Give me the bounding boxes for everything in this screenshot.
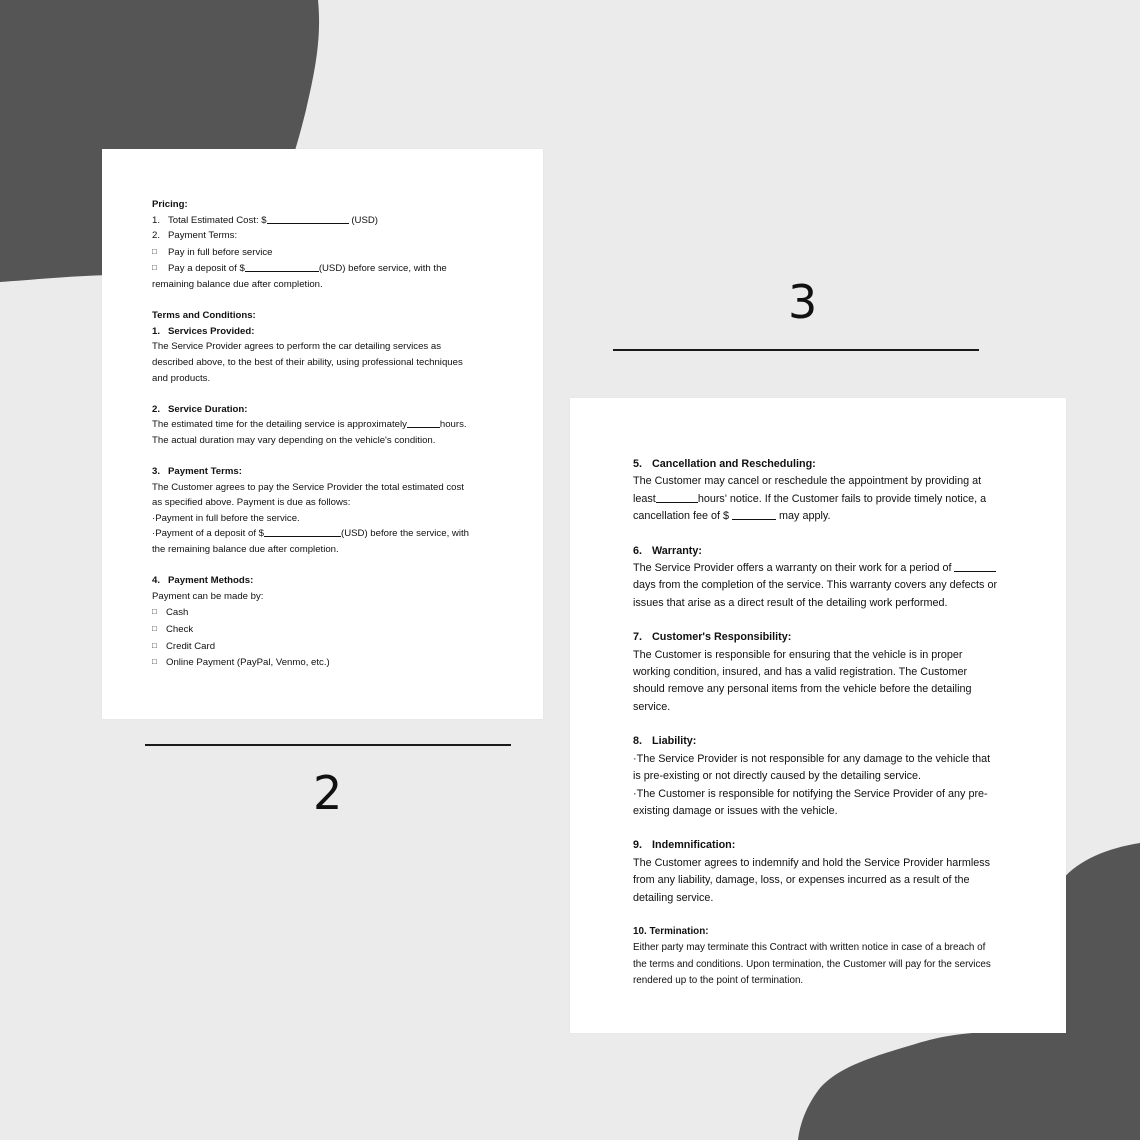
section-8-title — [633, 733, 1028, 750]
section-7-title — [633, 629, 1028, 646]
pricing-total-cost — [152, 213, 497, 229]
section-title: Cancellation and Rescheduling: — [652, 458, 816, 470]
section-8-line: is pre-existing or not directly caused by the detailing service. — [633, 770, 922, 783]
section-1-line: and products. — [152, 372, 211, 384]
section-5-line — [633, 508, 1028, 525]
section-title: Customer's Responsibility: — [652, 631, 792, 644]
duration-text: The estimated time for the detailing service is approximately — [152, 419, 407, 431]
terms-heading: Terms and Conditions: — [152, 310, 256, 322]
section-number: 1. — [152, 325, 161, 337]
section-number: 5. — [633, 458, 643, 470]
total-cost-unit: (USD) — [351, 214, 378, 226]
section-7-line: working condition, insured, and has a valid registration. The Customer — [633, 666, 968, 679]
deposit-blank[interactable] — [245, 261, 319, 272]
total-cost-blank[interactable] — [267, 213, 349, 224]
section-number: 8. — [633, 735, 643, 748]
document-page-2 — [102, 149, 543, 719]
section-2-line: The actual duration may vary depending on the vehicle's condition. — [152, 434, 436, 446]
notice-text: least — [633, 492, 656, 505]
section-6-line — [633, 560, 1028, 577]
payment-method-cash — [152, 604, 497, 621]
deposit-amount-blank[interactable] — [264, 526, 341, 537]
section-10-line: rendered up to the point of termination. — [633, 975, 804, 987]
section-number: 6. — [633, 544, 643, 557]
pricing-heading: Pricing: — [152, 199, 188, 210]
page-number-3: 3 — [788, 275, 818, 329]
section-8-line: ·The Service Provider is not responsible for any damage to the vehicle that — [633, 752, 991, 765]
section-3-line: The Customer agrees to pay the Service Provider the total estimated cost — [152, 481, 464, 493]
checkbox-icon[interactable]: □ — [152, 263, 157, 273]
deposit-label-after: (USD) before service, with the — [318, 263, 447, 275]
section-3-line: as specified above. Payment is due as follows: — [152, 497, 351, 509]
section-6-title — [633, 543, 1028, 560]
page-number-2: 2 — [313, 766, 343, 820]
option-pay-full — [152, 244, 497, 261]
checkbox-icon[interactable]: □ — [152, 246, 157, 256]
section-title: Payment Terms: — [168, 466, 242, 478]
duration-unit: hours. — [439, 419, 467, 431]
section-9-line: from any liability, damage, loss, or expenses incurred as a result of the — [633, 874, 970, 887]
deposit-text: ·Payment of a deposit of $ — [152, 528, 264, 540]
checkbox-icon[interactable]: □ — [152, 657, 157, 667]
section-title: Liability: — [652, 735, 697, 748]
section-number: 3. — [152, 466, 161, 478]
section-3-line: the remaining balance due after completion. — [152, 544, 339, 556]
page-3-content — [633, 456, 1028, 990]
section-9-line: detailing service. — [633, 891, 714, 904]
section-10-title: 10. Termination: — [633, 925, 709, 937]
section-3-line: ·Payment in full before the service. — [152, 512, 300, 524]
section-5-line — [633, 491, 1028, 508]
divider-rule — [145, 744, 511, 746]
section-title: Services Provided: — [168, 325, 255, 337]
fee-text-after: may apply. — [779, 510, 831, 523]
option-pay-deposit — [152, 260, 497, 277]
document-page-3 — [570, 398, 1066, 1033]
divider-rule — [613, 349, 979, 351]
option-pay-full-label: Pay in full before service — [168, 246, 273, 258]
warranty-days-blank[interactable] — [954, 561, 996, 572]
section-6-line: days from the completion of the service. This warranty covers any defects or — [633, 579, 998, 592]
deposit-continuation: remaining balance due after completion. — [152, 278, 323, 290]
notice-hours-blank[interactable] — [656, 492, 698, 503]
payment-method-online — [152, 654, 497, 671]
checkbox-icon[interactable]: □ — [152, 624, 157, 634]
total-cost-label: Total Estimated Cost: $ — [168, 214, 267, 226]
payment-method-label: Online Payment (PayPal, Venmo, etc.) — [166, 657, 330, 669]
section-2-line — [152, 417, 497, 433]
payment-method-check — [152, 621, 497, 638]
checkbox-icon[interactable]: □ — [152, 607, 157, 617]
section-number: 4. — [152, 575, 161, 587]
pricing-payment-terms — [152, 228, 497, 244]
section-9-title — [633, 837, 1028, 854]
section-9-line: The Customer agrees to indemnify and hold the Service Provider harmless — [633, 856, 991, 869]
section-number: 7. — [633, 631, 643, 644]
section-1-line: described above, to the best of their ability, using professional techniques — [152, 356, 463, 368]
section-title: Payment Methods: — [168, 575, 254, 587]
section-number: 2. — [152, 403, 161, 415]
section-8-line: ·The Customer is responsible for notifying the Service Provider of any pre- — [633, 787, 988, 800]
fee-blank[interactable] — [732, 509, 776, 520]
payment-terms-label: Payment Terms: — [168, 230, 238, 242]
section-10-line: the terms and conditions. Upon termination, the Customer will pay for the services — [633, 958, 991, 970]
notice-text-after: hours' notice. If the Customer fails to provide timely notice, a — [697, 492, 987, 505]
hours-blank[interactable] — [407, 417, 440, 428]
fee-text: cancellation fee of $ — [633, 510, 730, 523]
section-5-title — [633, 456, 1028, 473]
section-10-line: Either party may terminate this Contract with written notice in case of a breach of — [633, 942, 986, 954]
section-5-line: The Customer may cancel or reschedule the appointment by providing at — [633, 475, 982, 488]
section-7-line: The Customer is responsible for ensuring that the vehicle is in proper — [633, 648, 963, 661]
payment-method-label: Check — [166, 624, 194, 636]
payment-method-credit-card — [152, 638, 497, 655]
section-1-title — [152, 324, 497, 340]
section-title: Indemnification: — [652, 839, 736, 852]
payment-method-label: Credit Card — [166, 640, 216, 652]
section-number: 9. — [633, 839, 643, 852]
page-2-content — [152, 197, 497, 671]
section-title: Service Duration: — [168, 403, 248, 415]
section-4-title — [152, 573, 497, 589]
section-7-line: should remove any personal items from the vehicle before the detailing — [633, 683, 972, 696]
list-number: 1. — [152, 214, 161, 226]
section-1-line: The Service Provider agrees to perform the car detailing services as — [152, 341, 442, 353]
list-number: 2. — [152, 230, 161, 242]
payment-methods-intro: Payment can be made by: — [152, 590, 264, 602]
section-6-line: issues that arise as a direct result of the detailing work performed. — [633, 596, 948, 609]
section-title: Warranty: — [652, 544, 702, 557]
section-7-line: service. — [633, 700, 671, 713]
section-3-title — [152, 464, 497, 480]
section-2-title — [152, 402, 497, 418]
checkbox-icon[interactable]: □ — [152, 640, 157, 650]
section-3-line — [152, 526, 497, 542]
deposit-text-after: (USD) before the service, with — [341, 528, 469, 540]
section-8-line: existing damage or issues with the vehicle. — [633, 804, 838, 817]
deposit-label: Pay a deposit of $ — [168, 263, 245, 275]
warranty-text: The Service Provider offers a warranty on their work for a period of — [633, 562, 952, 575]
payment-method-label: Cash — [166, 607, 189, 619]
